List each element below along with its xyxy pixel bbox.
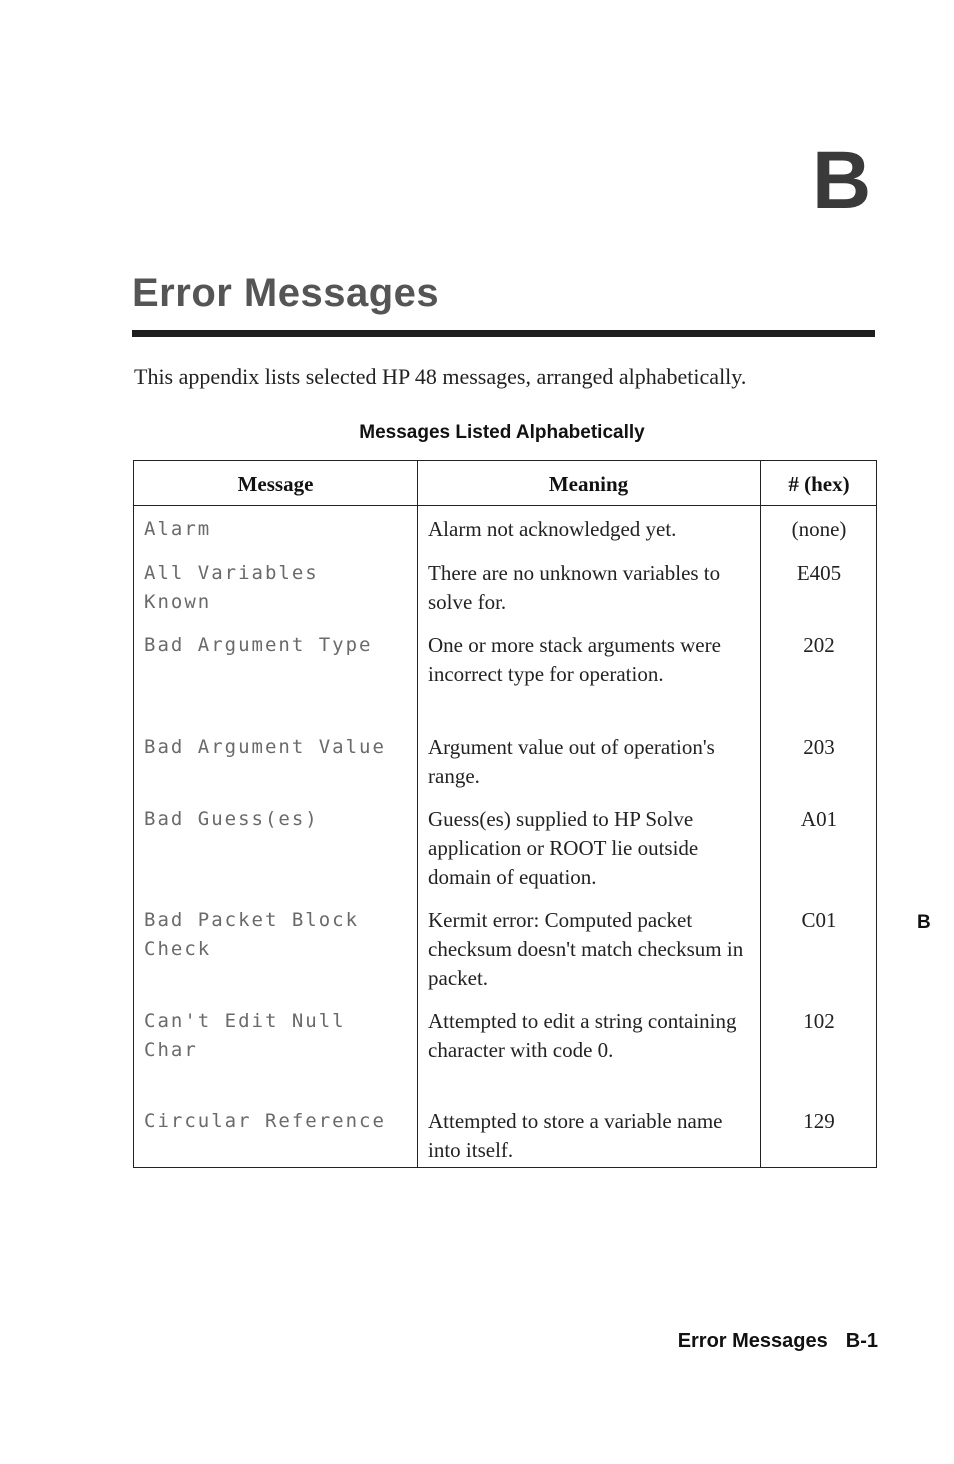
messages-table bbox=[133, 460, 877, 1168]
hex-cell: 202 bbox=[803, 633, 835, 657]
message-cell: Alarm bbox=[144, 518, 212, 540]
message-cell: Bad Packet Block Check bbox=[144, 909, 360, 960]
intro-paragraph: This appendix lists selected HP 48 messages, arranged alphabetically. bbox=[134, 364, 747, 389]
message-cell: Circular Reference bbox=[144, 1110, 386, 1132]
meaning-cell: Attempted to edit a string containing character with code 0. bbox=[428, 1009, 737, 1062]
header-message: Message bbox=[237, 472, 314, 496]
header-hex: # (hex) bbox=[788, 472, 850, 496]
message-cell: All Variables Known bbox=[144, 562, 319, 613]
chapter-title: Error Messages bbox=[132, 271, 440, 315]
side-tab: B bbox=[917, 912, 931, 933]
hex-cell: A01 bbox=[800, 807, 838, 831]
meaning-cell: Alarm not acknowledged yet. bbox=[428, 517, 677, 541]
page-footer bbox=[678, 1328, 878, 1354]
page-number: B-1 bbox=[845, 1330, 878, 1352]
hex-cell: 129 bbox=[803, 1109, 835, 1133]
hex-cell: 102 bbox=[803, 1009, 835, 1033]
message-cell: Bad Argument Value bbox=[144, 736, 386, 758]
message-cell: Bad Guess(es) bbox=[144, 808, 319, 830]
meaning-cell: There are no unknown variables to solve for. bbox=[428, 561, 721, 614]
chapter-letter: B bbox=[812, 135, 872, 226]
meaning-cell: Kermit error: Computed packet checksum doesn't match checksum in packet. bbox=[428, 908, 744, 990]
header-divider bbox=[134, 505, 876, 506]
column-divider bbox=[417, 461, 418, 1167]
title-rule bbox=[132, 330, 875, 337]
meaning-cell: One or more stack arguments were incorrect type for operation. bbox=[428, 633, 721, 686]
hex-cell: (none) bbox=[791, 517, 847, 541]
hex-cell: C01 bbox=[801, 908, 837, 932]
header-meaning: Meaning bbox=[548, 472, 629, 496]
message-cell: Bad Argument Type bbox=[144, 634, 373, 656]
meaning-cell: Guess(es) supplied to HP Solve application or ROOT lie outside domain of equation. bbox=[428, 807, 699, 889]
table-caption: Messages Listed Alphabetically bbox=[359, 422, 645, 443]
hex-cell: E405 bbox=[796, 561, 842, 585]
message-cell: Can't Edit Null Char bbox=[144, 1010, 346, 1061]
meaning-cell: Attempted to store a variable name into itself. bbox=[428, 1109, 723, 1162]
hex-cell: 203 bbox=[803, 735, 835, 759]
meaning-cell: Argument value out of operation's range. bbox=[428, 735, 715, 788]
footer-section: Error Messages bbox=[677, 1330, 828, 1352]
